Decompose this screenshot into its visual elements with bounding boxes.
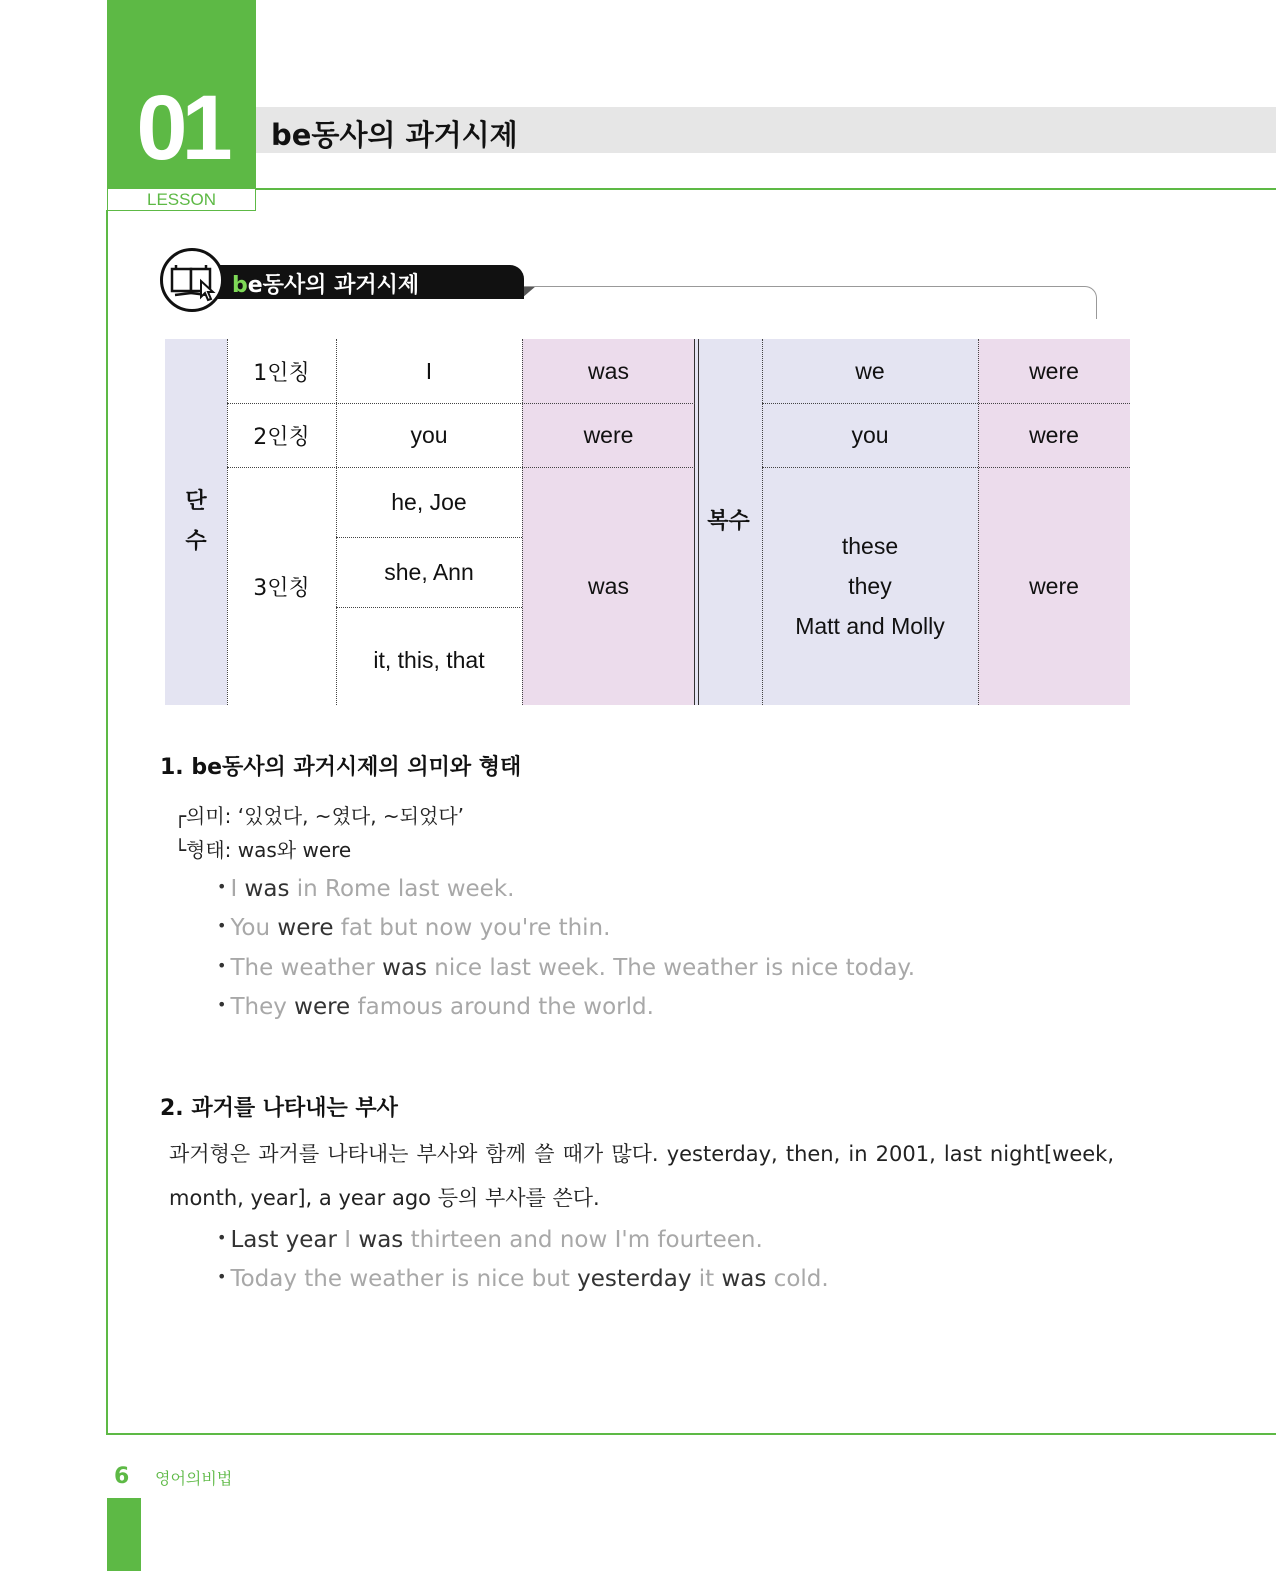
singular-subject-second: you	[336, 403, 522, 467]
singular-label: 단 수	[165, 339, 227, 705]
lesson-label: LESSON	[147, 190, 216, 209]
lesson-title: be동사의 과거시제	[271, 118, 518, 152]
grid-line	[227, 403, 695, 404]
plural-verb-second: were	[978, 403, 1130, 467]
singular-verb-first: was	[522, 339, 695, 403]
page-number: 6	[114, 1464, 130, 1489]
grid-line	[336, 537, 522, 538]
grid-line-double	[694, 339, 699, 705]
grid-line	[336, 339, 337, 705]
grid-line	[336, 607, 522, 608]
example-1: • I was in Rome last week.	[217, 876, 515, 902]
section-tab-line	[524, 286, 1097, 319]
example-4: • They were famous around the world.	[217, 994, 654, 1020]
section-2-heading: 2. 과거를 나타내는 부사	[160, 1096, 398, 1121]
footer-accent-bar	[107, 1498, 141, 1571]
example-2: • You were fat but now you're thin.	[217, 915, 611, 941]
singular-verb-third: was	[522, 467, 695, 705]
page-left-border	[106, 210, 108, 1435]
form-line: └형태: was와 were	[174, 838, 352, 862]
grid-line	[762, 467, 1130, 468]
singular-subject-first: I	[336, 339, 522, 403]
plural-label	[695, 339, 762, 705]
page-bottom-border	[106, 1433, 1276, 1435]
example-5: • Last year I was thirteen and now I'm fourteen.	[217, 1227, 763, 1253]
person-third: 3인칭	[227, 467, 336, 705]
grid-line	[978, 339, 979, 705]
singular-subject-third-1: he, Joe	[336, 467, 522, 537]
section-title-accent: b	[232, 273, 248, 298]
plural-label-text: 복수	[707, 509, 750, 534]
singular-subject-third-3: it, this, that	[336, 607, 522, 705]
plural-subject-second: you	[762, 403, 978, 467]
person-first: 1인칭	[227, 339, 336, 403]
section-title	[232, 268, 419, 299]
singular-verb-second: were	[522, 403, 695, 467]
book-icon	[163, 251, 221, 309]
grid-line	[227, 467, 695, 468]
example-3: • The weather was nice last week. The weather is nice today.	[217, 955, 916, 981]
be-verb-table	[165, 339, 1130, 705]
lesson-number: 01	[136, 77, 227, 179]
lesson-number-block	[107, 0, 256, 189]
plural-subject-third: these they Matt and Molly	[762, 467, 978, 705]
person-second: 2인칭	[227, 403, 336, 467]
plural-verb-first: were	[978, 339, 1130, 403]
example-6: • Today the weather is nice but yesterday it was cold.	[217, 1266, 829, 1292]
section-2-paragraph: 과거형은 과거를 나타내는 부사와 함께 쓸 때가 많다. yesterday, then, in 2001, last night[week, month, year], a year ago 등의 부사를 쓴다.	[169, 1142, 1114, 1210]
section-icon-circle	[160, 248, 224, 312]
lesson-label-box	[107, 189, 256, 211]
grid-line	[227, 339, 228, 705]
section-1-heading: 1. be동사의 과거시제의 의미와 형태	[160, 755, 522, 780]
lesson-title-bar	[256, 107, 1276, 153]
header-divider	[256, 188, 1276, 190]
section-title-rest: e동사의 과거시제	[247, 273, 420, 298]
meaning-line: ┌의미: ‘있었다, ~였다, ~되었다’	[174, 804, 464, 828]
plural-subject-first: we	[762, 339, 978, 403]
grid-line	[762, 339, 763, 705]
book-title: 영어의비법	[155, 1469, 233, 1488]
plural-verb-third: were	[978, 467, 1130, 705]
grid-line	[522, 339, 523, 705]
grid-line	[762, 403, 1130, 404]
singular-subject-third-2: she, Ann	[336, 537, 522, 607]
